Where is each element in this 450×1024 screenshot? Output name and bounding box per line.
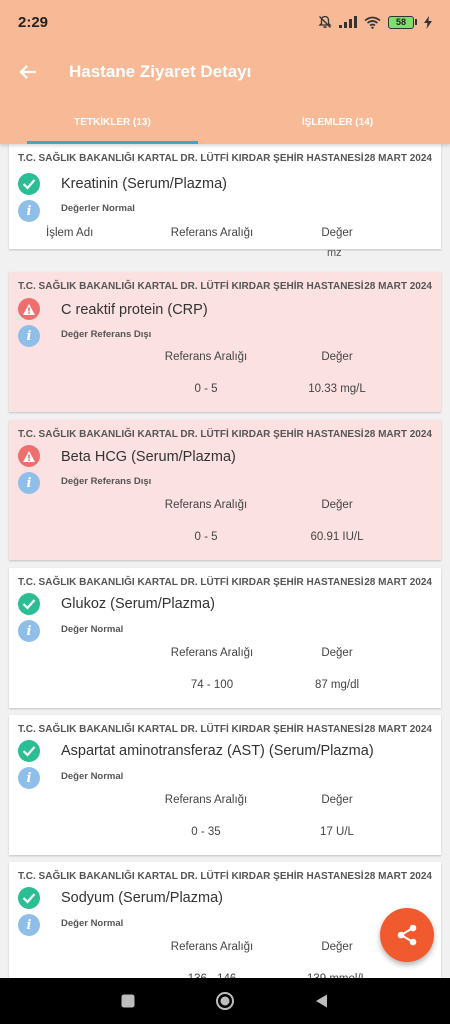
column-header-value: Değer xyxy=(321,499,353,511)
test-name: Beta HCG (Serum/Plazma) xyxy=(61,449,236,465)
signal-icon xyxy=(339,16,357,28)
hospital-name: T.C. SAĞLIK BAKANLIĞI KARTAL DR. LÜTFİ KIRDAR ŞEHİR HASTANESİ xyxy=(18,577,364,588)
result-value: 87 mg/dl xyxy=(314,679,360,691)
reference-range: 0 - 5 xyxy=(194,383,218,395)
back-nav-icon[interactable] xyxy=(314,993,330,1009)
result-card[interactable] xyxy=(9,272,441,412)
clipped-value: mz xyxy=(327,247,342,259)
home-icon[interactable] xyxy=(215,991,235,1011)
battery-level: 58 xyxy=(388,16,414,29)
status-bar xyxy=(0,0,450,44)
system-nav-bar xyxy=(0,978,450,1024)
result-value: 17 U/L xyxy=(320,826,354,838)
column-header-value: Değer xyxy=(321,227,353,239)
app-bar xyxy=(0,44,450,100)
status-text: Değer Referans Dışı xyxy=(61,476,152,487)
result-card[interactable] xyxy=(9,715,441,855)
column-header-reference: Referans Aralığı xyxy=(170,227,254,239)
result-value: 60.91 IU/L xyxy=(310,531,364,543)
column-header-value: Değer xyxy=(321,647,353,659)
back-button[interactable] xyxy=(0,44,56,100)
wifi-icon xyxy=(364,16,381,29)
status-icons xyxy=(318,15,432,29)
column-header-value: Değer xyxy=(321,941,353,953)
check-icon xyxy=(18,593,40,615)
hospital-name: T.C. SAĞLIK BAKANLIĞI KARTAL DR. LÜTFİ KIRDAR ŞEHİR HASTANESİ xyxy=(18,429,364,440)
page-title: Hastane Ziyaret Detayı xyxy=(69,62,252,81)
share-icon xyxy=(395,923,419,947)
column-header-value: Değer xyxy=(321,351,353,363)
results-list xyxy=(0,144,450,978)
column-header-reference: Referans Aralığı xyxy=(164,794,248,806)
hospital-name: T.C. SAĞLIK BAKANLIĞI KARTAL DR. LÜTFİ KIRDAR ŞEHİR HASTANESİ xyxy=(18,724,364,735)
column-header-name: İşlem Adı xyxy=(46,227,94,239)
column-header-reference: Referans Aralığı xyxy=(170,941,254,953)
result-date: 28 MART 2024 xyxy=(364,281,432,292)
result-card[interactable] xyxy=(9,568,441,708)
test-name: Sodyum (Serum/Plazma) xyxy=(61,890,223,906)
result-card[interactable] xyxy=(9,144,441,249)
result-card[interactable] xyxy=(9,420,441,560)
status-text: Değer Referans Dışı xyxy=(61,329,152,340)
test-name: C reaktif protein (CRP) xyxy=(61,302,208,318)
warning-icon xyxy=(18,445,40,467)
test-name: Aspartat aminotransferaz (AST) (Serum/Plazma) xyxy=(61,743,374,759)
charging-icon xyxy=(424,16,432,29)
status-text: Değer Normal xyxy=(61,624,124,635)
result-date: 28 MART 2024 xyxy=(364,871,432,882)
info-icon[interactable]: i xyxy=(18,620,40,642)
status-text: Değer Normal xyxy=(61,771,124,782)
result-date: 28 MART 2024 xyxy=(364,724,432,735)
hospital-name: T.C. SAĞLIK BAKANLIĞI KARTAL DR. LÜTFİ KIRDAR ŞEHİR HASTANESİ xyxy=(18,871,364,882)
info-icon[interactable]: i xyxy=(18,325,40,347)
check-icon xyxy=(18,887,40,909)
tab-bar xyxy=(0,100,450,144)
bell-muted-icon xyxy=(318,15,332,29)
battery-icon xyxy=(388,16,417,29)
test-name: Glukoz (Serum/Plazma) xyxy=(61,596,215,612)
reference-range: 74 - 100 xyxy=(190,679,234,691)
column-header-reference: Referans Aralığı xyxy=(164,351,248,363)
reference-range: 0 - 35 xyxy=(191,826,221,838)
column-header-reference: Referans Aralığı xyxy=(170,647,254,659)
status-time: 2:29 xyxy=(18,13,49,31)
column-header-value: Değer xyxy=(321,794,353,806)
column-header-reference: Referans Aralığı xyxy=(164,499,248,511)
recents-icon[interactable] xyxy=(120,993,136,1009)
status-text: Değer Normal xyxy=(61,918,124,929)
check-icon xyxy=(18,740,40,762)
arrow-left-icon xyxy=(19,64,37,80)
result-date: 28 MART 2024 xyxy=(364,577,432,588)
tab-islemler[interactable]: İŞLEMLER (14) xyxy=(301,116,374,128)
warning-icon xyxy=(18,298,40,320)
tab-tetkikler[interactable]: TETKİKLER (13) xyxy=(0,100,225,144)
test-name: Kreatinin (Serum/Plazma) xyxy=(61,176,227,192)
hospital-name: T.C. SAĞLIK BAKANLIĞI KARTAL DR. LÜTFİ KIRDAR ŞEHİR HASTANESİ xyxy=(18,153,364,164)
reference-range: 0 - 5 xyxy=(194,531,218,543)
status-text: Değerler Normal xyxy=(61,203,135,214)
check-icon xyxy=(18,173,40,195)
result-date: 28 MART 2024 xyxy=(364,153,432,164)
info-icon[interactable]: i xyxy=(18,914,40,936)
hospital-name: T.C. SAĞLIK BAKANLIĞI KARTAL DR. LÜTFİ KIRDAR ŞEHİR HASTANESİ xyxy=(18,281,364,292)
result-date: 28 MART 2024 xyxy=(364,429,432,440)
info-icon[interactable]: i xyxy=(18,200,40,222)
result-value: 10.33 mg/L xyxy=(308,383,366,395)
info-icon[interactable]: i xyxy=(18,767,40,789)
info-icon[interactable]: i xyxy=(18,472,40,494)
share-button[interactable] xyxy=(380,908,434,962)
